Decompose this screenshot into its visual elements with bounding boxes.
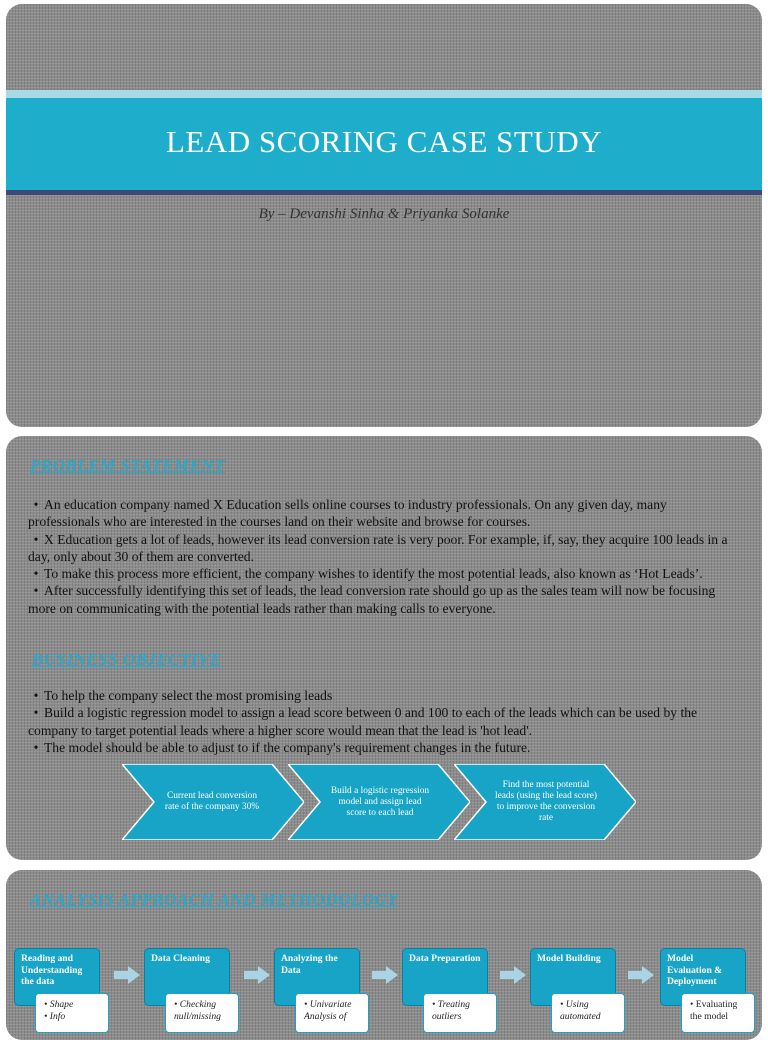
process-step-model-building: [530, 948, 616, 1022]
step-title: Data Preparation: [409, 953, 481, 964]
methodology-slide: [6, 870, 762, 1040]
title-band-bottom-stripe: [6, 190, 762, 195]
list-item: • Checking null/missing: [174, 999, 221, 1022]
chevron-step-2: [288, 764, 470, 840]
list-item: • To make this process more efficient, the company wishes to identify the most potential leads, also known as ‘Hot Leads’.: [33, 566, 703, 582]
title-slide: [6, 4, 762, 427]
chevron-label: Find the most potential leads (using the lead score) to improve the conversion rate: [494, 780, 598, 823]
list-item: • Treating outliers: [432, 999, 470, 1022]
list-item: • Evaluating the model: [690, 999, 738, 1022]
right-arrow-icon: [372, 966, 398, 984]
step-title: Model Evaluation & Deployment: [667, 953, 723, 987]
list-item: • To help the company select the most promising leads: [33, 688, 333, 703]
step-title: Reading and Understanding the data: [21, 953, 83, 987]
process-step-reading: [14, 948, 100, 1022]
step-title: Data Cleaning: [151, 953, 210, 964]
right-arrow-icon: [628, 966, 654, 984]
right-arrow-icon: [114, 966, 140, 984]
right-arrow-icon: [500, 966, 526, 984]
right-arrow-icon: [244, 966, 270, 984]
chevron-label: Current lead conversion rate of the company 30%: [164, 791, 260, 812]
step-details: [551, 993, 625, 1033]
list-item: • X Education gets a lot of leads, however its lead conversion rate is very poor. For example, if, say, they acquire 100 leads in a day, only about 30 of them are converted.: [28, 531, 728, 564]
list-item: • Univariate Analysis of: [304, 999, 352, 1022]
step-details: [295, 993, 369, 1033]
problem-statement-list: [28, 496, 728, 617]
business-objective-heading: BUSINESS OBJECTIVE: [32, 650, 222, 669]
step-title: Model Building: [537, 953, 601, 964]
step-title: Analyzing the Data: [281, 953, 338, 976]
step-details: [165, 993, 239, 1033]
business-objective-list: [28, 687, 728, 756]
list-item: • The model should be able to adjust to if the company's requirement changes in the future.: [33, 739, 531, 755]
chevron-label: Build a logistic regression model and assign lead score to each lead: [330, 785, 430, 818]
title-band-top-stripe: [6, 90, 762, 98]
chevron-step-3: [454, 764, 636, 840]
step-details: [681, 993, 755, 1033]
process-step-preparation: [402, 948, 488, 1022]
process-step-analyzing: [274, 948, 360, 1022]
process-step-cleaning: [144, 948, 230, 1022]
list-item: • Shape: [44, 999, 74, 1010]
step-details: [423, 993, 497, 1033]
methodology-heading: ANALYSIS APPROACH AND METHODOLOGY: [30, 890, 399, 909]
author-byline: By – Devanshi Sinha & Priyanka Solanke: [258, 206, 510, 222]
problem-objective-slide: [6, 436, 762, 860]
step-details: [35, 993, 109, 1033]
process-step-evaluation: [660, 948, 746, 1022]
list-item: • Using automated: [560, 999, 601, 1022]
list-item: • After successfully identifying this set of leads, the lead conversion rate should go up as the sales team will now be focusing more on communicating with the potential leads rather than making calls to everyone.: [28, 583, 716, 616]
process-flow: [6, 948, 762, 1040]
problem-statement-heading: PROBLEM STATEMENT: [30, 456, 226, 475]
objective-chevron-flow: [122, 764, 642, 840]
list-item: • Build a logistic regression model to assign a lead score between 0 and 100 to each of the leads which can be used by the company to target potential leads where a higher score would mean that the lead is 'hot lead'.: [28, 705, 698, 738]
chevron-step-1: [122, 764, 304, 840]
list-item: • Info: [44, 1010, 66, 1022]
presentation-title: LEAD SCORING CASE STUDY: [165, 124, 603, 159]
list-item: • An education company named X Education sells online courses to industry professionals. On any given day, many professionals who are interested in the courses land on their website and browse for courses.: [28, 497, 667, 530]
